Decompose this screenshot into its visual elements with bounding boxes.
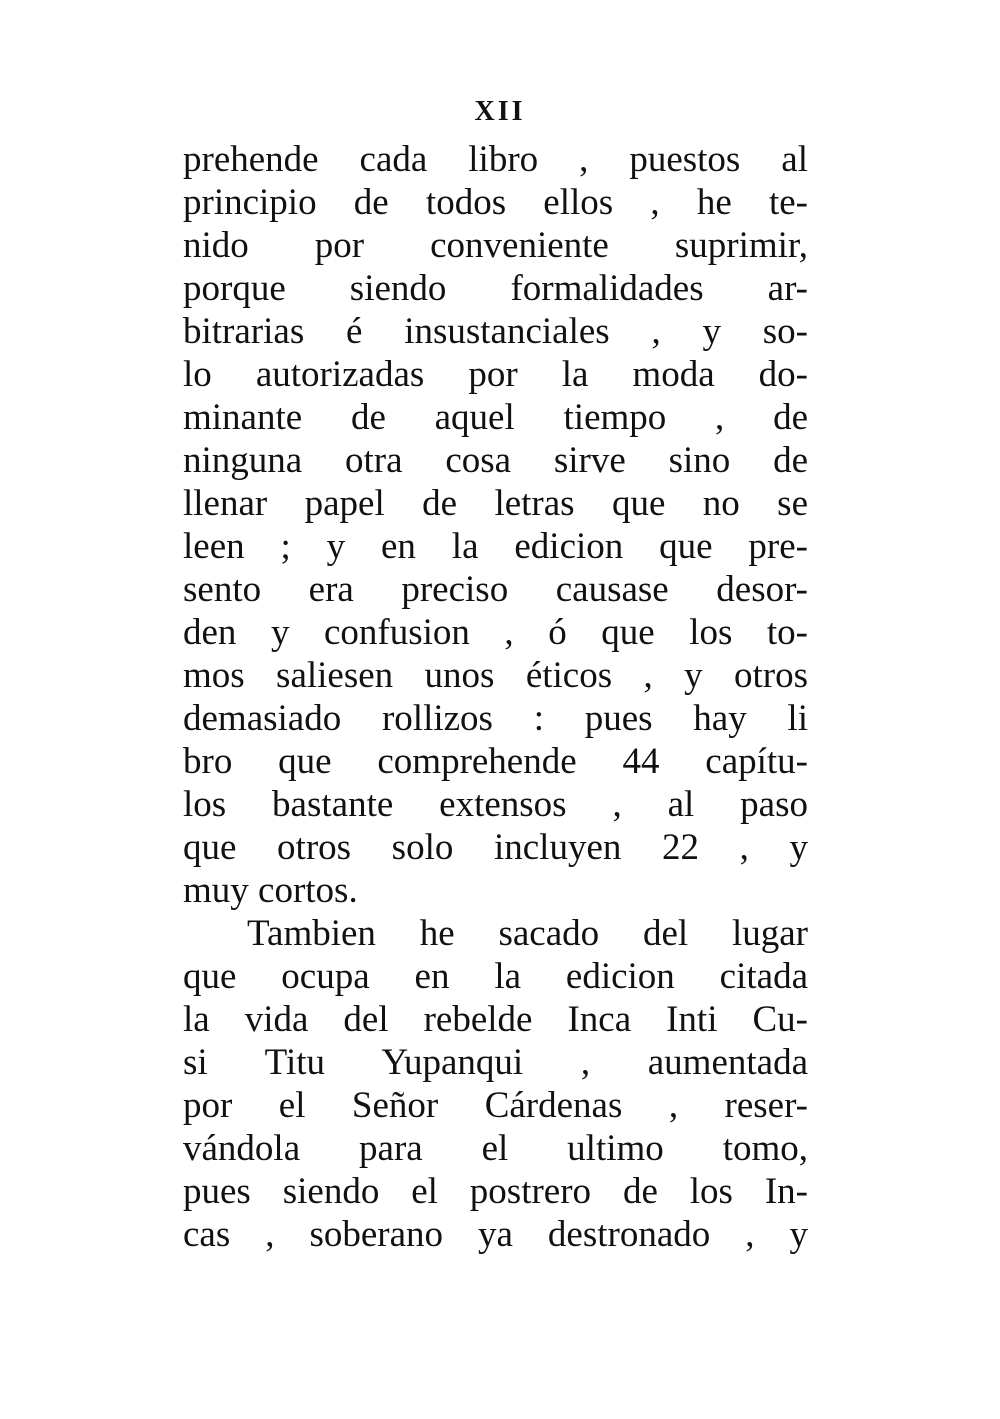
text-line: sento era preciso causase desor- <box>183 569 808 610</box>
text-line: demasiado rollizos : pues hay li <box>183 698 808 739</box>
text-line: por el Señor Cárdenas , reser- <box>183 1085 808 1126</box>
text-line: ninguna otra cosa sirve sino de <box>183 440 808 481</box>
text-line: bro que comprehende 44 capítu- <box>183 741 808 782</box>
text-line: la vida del rebelde Inca Inti Cu- <box>183 999 808 1040</box>
text-line: prehende cada libro , puestos al <box>183 139 808 180</box>
text-line: porque siendo formalidades ar- <box>183 268 808 309</box>
text-line: vándola para el ultimo tomo, <box>183 1128 808 1169</box>
text-line: Tambien he sacado del lugar <box>247 913 808 954</box>
text-line: leen ; y en la edicion que pre- <box>183 526 808 567</box>
text-line: muy cortos. <box>183 870 358 911</box>
text-line: cas , soberano ya destronado , y <box>183 1214 808 1255</box>
text-line: principio de todos ellos , he te- <box>183 182 808 223</box>
text-line: nido por conveniente suprimir, <box>183 225 808 266</box>
page-number: XII <box>474 96 526 127</box>
text-line: si Titu Yupanqui , aumentada <box>183 1042 808 1083</box>
text-line: que ocupa en la edicion citada <box>183 956 808 997</box>
text-line: lo autorizadas por la moda do- <box>183 354 808 395</box>
text-line: que otros solo incluyen 22 , y <box>183 827 808 868</box>
text-line: bitrarias é insustanciales , y so- <box>183 311 808 352</box>
text-line: pues siendo el postrero de los In- <box>183 1171 808 1212</box>
text-line: los bastante extensos , al paso <box>183 784 808 825</box>
text-line: den y confusion , ó que los to- <box>183 612 808 653</box>
text-line: minante de aquel tiempo , de <box>183 397 808 438</box>
text-line: llenar papel de letras que no se <box>183 483 808 524</box>
body-text <box>183 138 808 1256</box>
text-line: mos saliesen unos éticos , y otros <box>183 655 808 696</box>
